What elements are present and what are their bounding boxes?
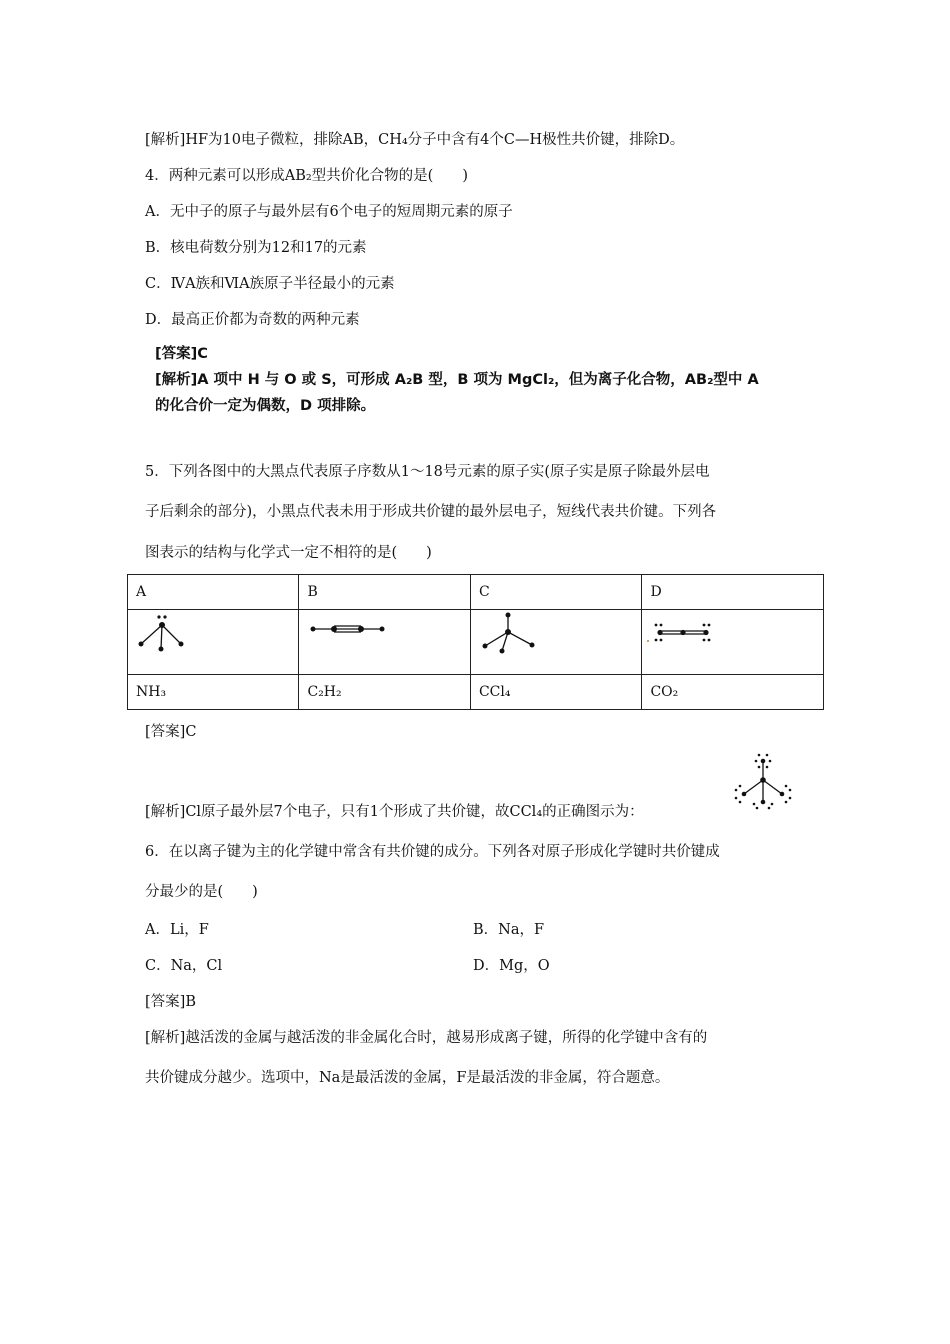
prev-analysis: [解析]HF为10电子微粒，排除AB，CH₄分子中含有4个C—H极性共价键，排除D。 <box>145 132 685 148</box>
q4-answer: [答案]C <box>155 346 208 362</box>
q6-analysis-line1: [解析]越活泼的金属与越活泼的非金属化合时，越易形成离子键，所得的化学键中含有的 <box>145 1030 708 1046</box>
q6-option-a: A．Li，F <box>145 922 209 938</box>
q6-option-b: B．Na，F <box>473 922 545 938</box>
q5-stem-line2: 子后剩余的部分)，小黑点代表未用于形成共价键的最外层电子，短线代表共价键。下列各 <box>145 504 717 520</box>
q5-structure-b <box>299 610 470 675</box>
q4-stem: 4．两种元素可以形成AB₂型共价化合物的是( ) <box>145 168 468 184</box>
q6-option-c: C．Na，Cl <box>145 958 223 974</box>
q4-option-c: C．ⅣA族和ⅥA族原子半径最小的元素 <box>145 276 395 292</box>
q5-structure-c <box>470 610 641 675</box>
q4-option-d: D．最高正价都为奇数的两种元素 <box>145 312 360 328</box>
q5-header-d: D <box>642 575 824 610</box>
q5-header-b: B <box>299 575 470 610</box>
q4-option-a: A．无中子的原子与最外层有6个电子的短周期元素的原子 <box>145 204 513 220</box>
q6-answer: [答案]B <box>145 994 196 1010</box>
q5-stem-line1: 5．下列各图中的大黑点代表原子序数从1～18号元素的原子实(原子实是原子除最外层电 <box>145 464 710 480</box>
q5-formula-c: CCl₄ <box>470 675 641 710</box>
q5-stem-line3: 图表示的结构与化学式一定不相符的是( ) <box>145 545 432 561</box>
q5-structure-a <box>128 610 299 675</box>
q5-structure-d <box>642 610 824 675</box>
q4-option-b: B．核电荷数分别为12和17的元素 <box>145 240 367 256</box>
q6-analysis-line2: 共价键成分越少。选项中，Na是最活泼的金属，F是最活泼的非金属，符合题意。 <box>145 1070 670 1086</box>
c2h2-structure-diagram <box>299 611 469 673</box>
q5-formula-a: NH₃ <box>128 675 299 710</box>
q6-option-d: D．Mg，O <box>473 958 550 974</box>
q6-stem-line1: 6．在以离子键为主的化学键中常含有共价键的成分。下列各对原子形成化学键时共价键成 <box>145 844 720 860</box>
co2-structure-diagram <box>642 611 822 673</box>
q5-table <box>127 574 824 710</box>
q5-formula-b: C₂H₂ <box>299 675 470 710</box>
ccl4-correct-structure-diagram <box>730 750 798 812</box>
q5-analysis: [解析]Cl原子最外层7个电子，只有1个形成了共价键，故CCl₄的正确图示为： <box>145 804 644 820</box>
q4-analysis-line1: [解析]A 项中 H 与 O 或 S，可形成 A₂B 型，B 项为 MgCl₂，但为离子化合物，AB₂型中 A <box>155 372 759 388</box>
q5-header-c: C <box>470 575 641 610</box>
q5-formula-d: CO₂ <box>642 675 824 710</box>
q4-analysis-line2: 的化合价一定为偶数，D 项排除。 <box>155 398 376 414</box>
q6-stem-line2: 分最少的是( ) <box>145 884 258 900</box>
ccl4-structure-diagram <box>471 611 641 673</box>
q5-answer: [答案]C <box>145 724 197 740</box>
nh3-structure-diagram <box>128 611 298 673</box>
q5-header-a: A <box>128 575 299 610</box>
